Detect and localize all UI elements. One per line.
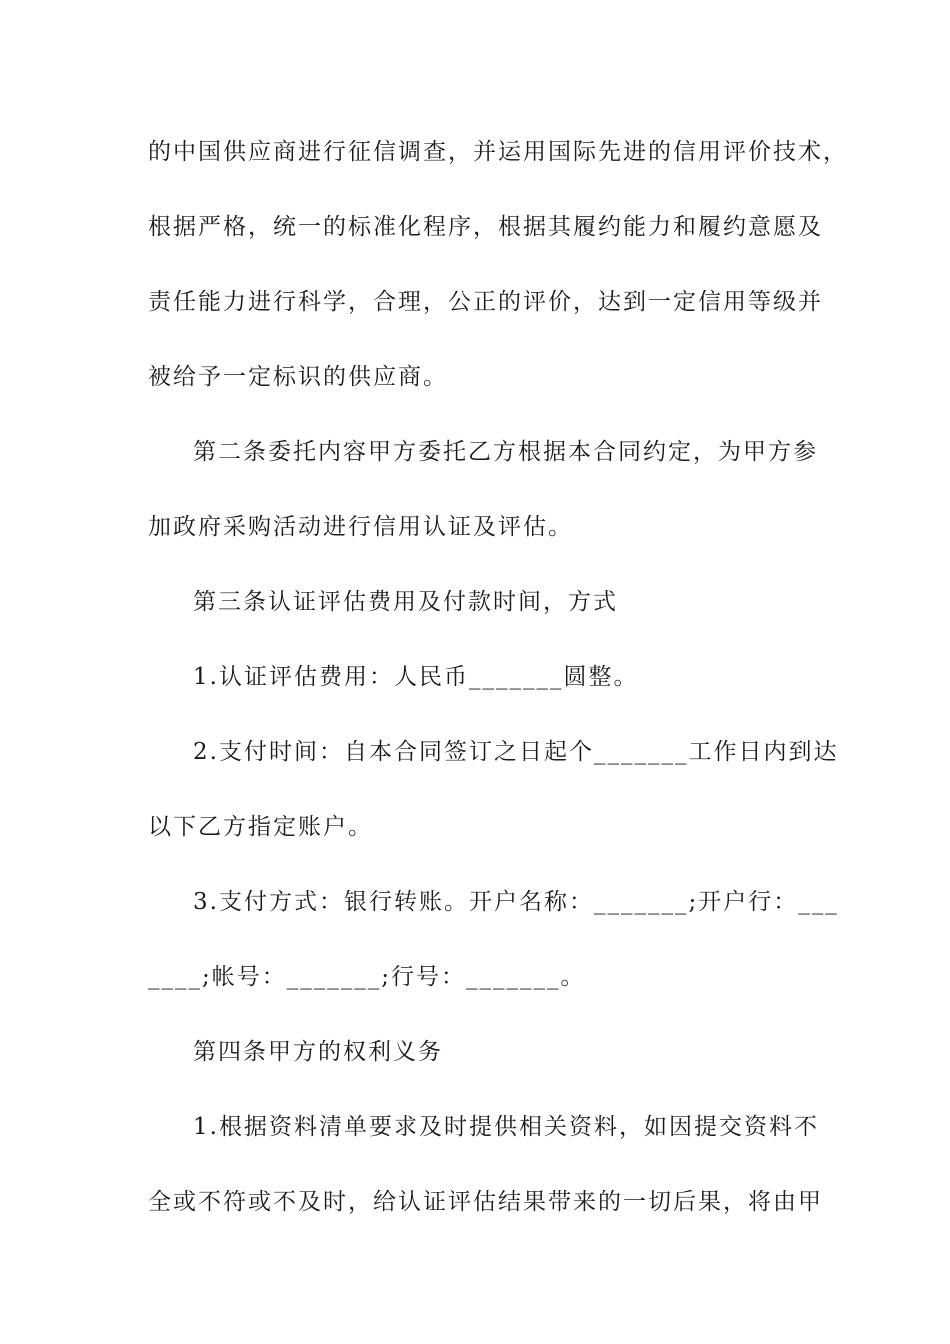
fee-clause: 1.认证评估费用：人民币_______圆整。 [193, 664, 639, 690]
body-text-line: 以下乙方指定账户。 [148, 814, 373, 840]
body-text-line: 被给予一定标识的供应商。 [148, 364, 448, 390]
payment-time-clause: 2.支付时间：自本合同签订之日起个_______工作日内到达 [193, 739, 839, 765]
body-text-line: 的中国供应商进行征信调查，并运用国际先进的信用评价技术， [148, 139, 848, 165]
body-text-line: 全或不符或不及时，给认证评估结果带来的一切后果，将由甲 [148, 1189, 823, 1215]
party-a-obligation-clause: 1.根据资料清单要求及时提供相关资料，如因提交资料不 [193, 1114, 819, 1140]
body-text-line: 加政府采购活动进行信用认证及评估。 [148, 514, 573, 540]
body-text-line: 责任能力进行科学，合理，公正的评价，达到一定信用等级并 [148, 289, 823, 315]
article-3-heading: 第三条认证评估费用及付款时间，方式 [193, 589, 618, 615]
body-text-line: 根据严格，统一的标准化程序，根据其履约能力和履约意愿及 [148, 214, 823, 240]
article-4-heading: 第四条甲方的权利义务 [193, 1039, 443, 1065]
article-2-heading: 第二条委托内容甲方委托乙方根据本合同约定，为甲方参 [193, 439, 818, 465]
body-text-line: ____;帐号：_______;行号：_______。 [148, 964, 586, 990]
payment-method-clause: 3.支付方式：银行转账。开户名称：_______;开户行：___ [193, 889, 839, 915]
